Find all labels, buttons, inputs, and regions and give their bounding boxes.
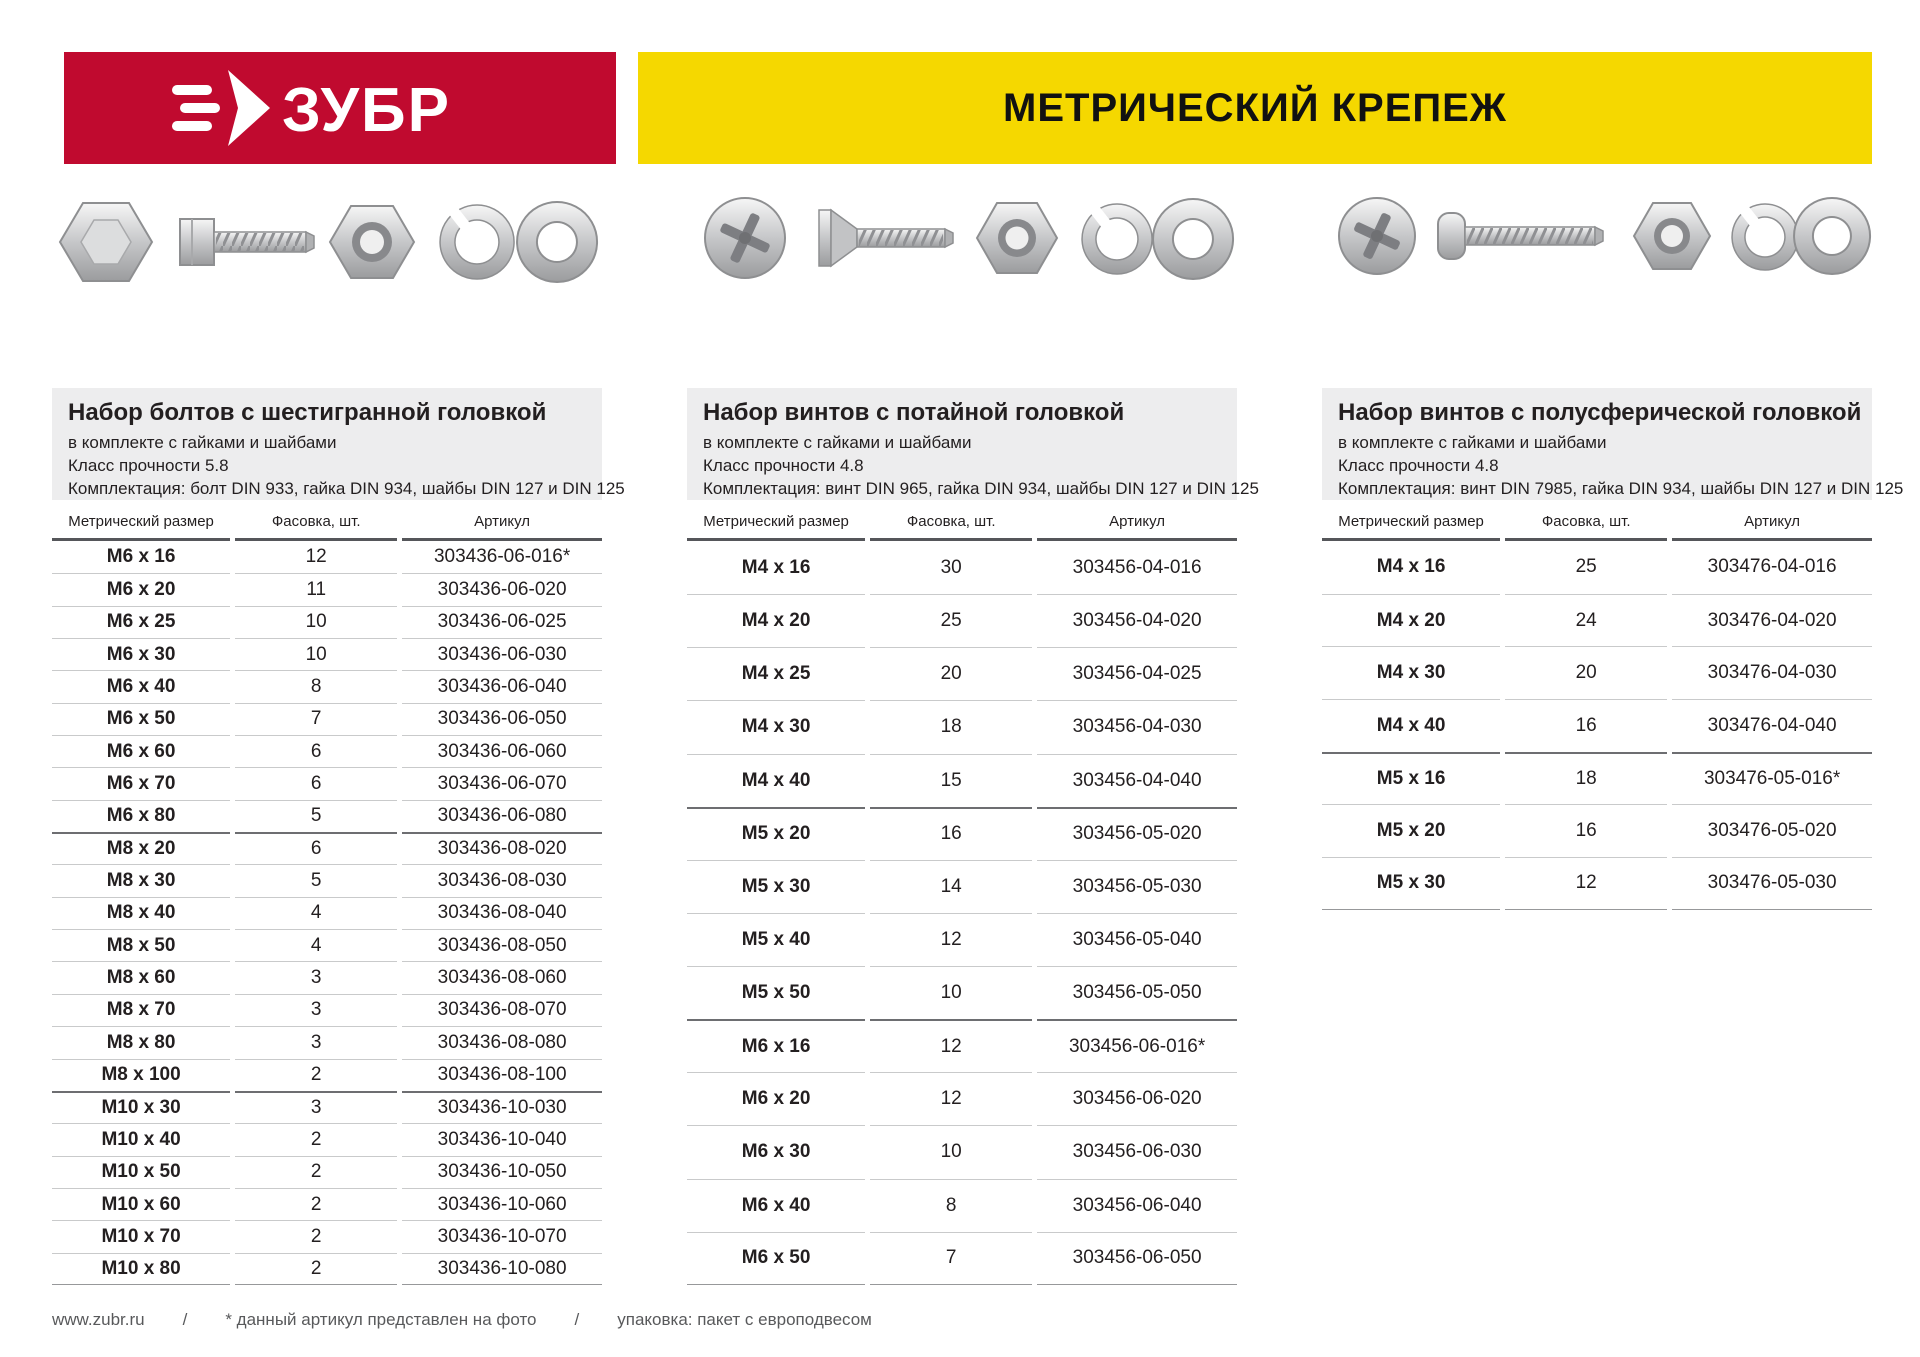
qty-cell: 2 — [235, 1253, 397, 1285]
qty-cell: 6 — [235, 767, 397, 799]
sku-cell: 303436-06-030 — [402, 638, 602, 670]
size-cell: М8 х 70 — [52, 994, 230, 1026]
size-cell: М6 х 30 — [687, 1125, 865, 1178]
sku-cell: 303476-04-030 — [1672, 646, 1872, 699]
strength-class: Класс прочности 4.8 — [703, 455, 864, 475]
spring-washer-icon — [440, 205, 514, 279]
sku-cell: 303476-05-016* — [1672, 752, 1872, 805]
column-header: Фасовка, шт. — [235, 505, 397, 541]
sku-cell: 303456-04-025 — [1037, 647, 1237, 700]
packaging-note: упаковка: пакет с европодвесом — [617, 1310, 872, 1329]
qty-cell: 16 — [1505, 699, 1667, 752]
qty-cell: 5 — [235, 864, 397, 896]
sku-cell: 303436-06-020 — [402, 573, 602, 605]
sku-cell: 303476-05-020 — [1672, 804, 1872, 857]
flat-washer-icon — [1153, 199, 1233, 279]
size-group — [687, 807, 1237, 1020]
products-table — [52, 505, 602, 1285]
table-row — [1322, 541, 1872, 594]
sku-cell: 303456-04-016 — [1072, 556, 1202, 578]
pan-head-screw-side-icon — [1438, 213, 1603, 259]
table-row — [1322, 857, 1872, 910]
size-cell: М4 х 16 — [1376, 556, 1446, 578]
table-row — [52, 638, 602, 670]
product-photo-hex-bolt-set — [52, 186, 602, 298]
size-cell: М8 х 80 — [52, 1026, 230, 1058]
hex-nut-icon — [977, 203, 1057, 273]
sku-cell: 303436-10-060 — [402, 1188, 602, 1220]
sku-cell: 303436-10-030 — [402, 1091, 602, 1123]
table-row — [52, 1026, 602, 1058]
product-photo-countersunk-screw-set — [687, 186, 1237, 298]
qty-cell: 4 — [235, 897, 397, 929]
size-cell: М6 х 20 — [52, 573, 230, 605]
qty-cell: 10 — [870, 1125, 1032, 1178]
qty-cell: 10 — [870, 966, 1032, 1019]
table-row — [52, 573, 602, 605]
size-group — [1322, 752, 1872, 910]
size-group — [687, 541, 1237, 807]
qty-cell: 8 — [870, 1179, 1032, 1232]
size-cell: М4 х 16 — [741, 556, 811, 578]
qty-cell: 30 — [940, 556, 962, 578]
table-row — [52, 1091, 602, 1123]
size-cell: М6 х 50 — [687, 1232, 865, 1285]
size-cell: М8 х 50 — [52, 929, 230, 961]
sku-cell: 303456-05-050 — [1037, 966, 1237, 1019]
size-cell: М5 х 30 — [687, 860, 865, 913]
sku-cell: 303456-04-030 — [1037, 700, 1237, 753]
sku-cell: 303476-04-040 — [1672, 699, 1872, 752]
table-row — [52, 670, 602, 702]
size-cell: М8 х 100 — [52, 1059, 230, 1091]
strength-class: Класс прочности 4.8 — [1338, 455, 1499, 475]
qty-cell: 10 — [235, 638, 397, 670]
qty-cell: 2 — [235, 1156, 397, 1188]
size-cell: М10 х 70 — [52, 1220, 230, 1252]
page-footer — [52, 1310, 872, 1330]
size-cell: М8 х 20 — [52, 832, 230, 864]
table-row — [52, 1059, 602, 1091]
size-cell: М4 х 30 — [687, 700, 865, 753]
size-group — [687, 1019, 1237, 1285]
size-cell: М8 х 40 — [52, 897, 230, 929]
product-info-box — [1322, 388, 1904, 500]
sku-cell: 303436-06-060 — [402, 735, 602, 767]
qty-cell: 6 — [235, 735, 397, 767]
table-row — [687, 913, 1237, 966]
table-row — [52, 1156, 602, 1188]
qty-cell: 7 — [870, 1232, 1032, 1285]
column-header: Фасовка, шт. — [870, 505, 1032, 541]
footer-separator: / — [574, 1310, 580, 1329]
table-row — [52, 994, 602, 1026]
sku-cell: 303456-05-030 — [1037, 860, 1237, 913]
sku-cell: 303436-08-020 — [402, 832, 602, 864]
table-row — [687, 1232, 1237, 1285]
qty-cell: 12 — [1505, 857, 1667, 910]
sku-cell: 303436-10-050 — [402, 1156, 602, 1188]
sku-cell: 303456-04-020 — [1037, 594, 1237, 647]
size-cell: М8 х 60 — [52, 961, 230, 993]
countersunk-screw-head-icon — [705, 198, 785, 278]
countersunk-screw-side-icon — [819, 210, 953, 266]
size-cell: М10 х 60 — [52, 1188, 230, 1220]
footer-separator: / — [182, 1310, 188, 1329]
size-cell: М5 х 30 — [1322, 857, 1500, 910]
sku-cell: 303456-05-040 — [1037, 913, 1237, 966]
qty-cell: 12 — [870, 1072, 1032, 1125]
sku-cell: 303436-06-070 — [402, 767, 602, 799]
size-cell: М10 х 80 — [52, 1253, 230, 1285]
size-cell: М4 х 25 — [687, 647, 865, 700]
product-subtitle: в комплекте с гайками и шайбами — [1338, 433, 1607, 452]
size-cell: М5 х 40 — [687, 913, 865, 966]
qty-cell: 4 — [235, 929, 397, 961]
size-cell: М4 х 40 — [687, 754, 865, 807]
sku-cell: 303436-10-080 — [402, 1253, 602, 1285]
table-row — [687, 541, 1237, 594]
table-row — [687, 647, 1237, 700]
section-pan-head-screws — [1322, 0, 1904, 1357]
size-cell: М6 х 80 — [52, 800, 230, 832]
table-row — [52, 832, 602, 864]
column-header: Артикул — [1672, 505, 1872, 541]
column-header: Метрический размер — [687, 505, 865, 541]
size-cell: М6 х 50 — [52, 703, 230, 735]
size-cell: М5 х 16 — [1322, 752, 1500, 805]
sku-cell: 303456-06-030 — [1037, 1125, 1237, 1178]
sku-cell: 303436-06-050 — [402, 703, 602, 735]
sku-cell: 303436-06-016* — [433, 546, 571, 568]
table-row — [52, 1123, 602, 1155]
product-title: Набор болтов с шестигранной головкой — [68, 399, 547, 426]
photo-note: * данный артикул представлен на фото — [225, 1310, 537, 1329]
qty-cell: 3 — [235, 961, 397, 993]
size-cell: М5 х 20 — [1322, 804, 1500, 857]
column-header: Метрический размер — [1322, 505, 1500, 541]
size-cell: М4 х 20 — [1322, 594, 1500, 647]
kit-contents: Комплектация: винт DIN 965, гайка DIN 934, шайбы DIN 127 и DIN 125 — [703, 478, 1259, 498]
sku-cell: 303436-08-030 — [402, 864, 602, 896]
size-cell: М6 х 30 — [52, 638, 230, 670]
table-row — [52, 929, 602, 961]
table-header-row — [52, 505, 602, 541]
website-url: www.zubr.ru — [52, 1310, 145, 1329]
size-cell: М6 х 40 — [687, 1179, 865, 1232]
size-cell: М6 х 20 — [687, 1072, 865, 1125]
qty-cell: 25 — [1575, 556, 1597, 578]
qty-cell: 11 — [235, 573, 397, 605]
size-cell: М6 х 40 — [52, 670, 230, 702]
size-cell: М4 х 30 — [1322, 646, 1500, 699]
table-row — [687, 1072, 1237, 1125]
spring-washer-icon — [1082, 204, 1152, 274]
qty-cell: 16 — [870, 807, 1032, 860]
sku-cell: 303436-08-060 — [402, 961, 602, 993]
size-cell: М10 х 40 — [52, 1123, 230, 1155]
sku-cell: 303476-04-020 — [1672, 594, 1872, 647]
size-group — [1322, 541, 1872, 752]
size-cell: М4 х 40 — [1322, 699, 1500, 752]
table-row — [52, 703, 602, 735]
table-row — [52, 541, 602, 573]
table-row — [52, 961, 602, 993]
size-cell: М5 х 50 — [687, 966, 865, 1019]
size-cell: М8 х 30 — [52, 864, 230, 896]
qty-cell: 12 — [870, 913, 1032, 966]
table-row — [687, 1125, 1237, 1178]
table-row — [52, 897, 602, 929]
column-header: Артикул — [1037, 505, 1237, 541]
qty-cell: 5 — [235, 800, 397, 832]
sku-cell: 303436-06-080 — [402, 800, 602, 832]
hex-nut-icon — [330, 206, 414, 278]
sku-cell: 303436-08-050 — [402, 929, 602, 961]
sku-cell: 303456-06-020 — [1037, 1072, 1237, 1125]
size-cell: М4 х 20 — [687, 594, 865, 647]
size-cell: М6 х 16 — [106, 546, 176, 568]
strength-class: Класс прочности 5.8 — [68, 455, 229, 475]
product-title: Набор винтов с полусферической головкой — [1338, 399, 1862, 426]
table-row — [1322, 594, 1872, 647]
qty-cell: 12 — [305, 546, 327, 568]
qty-cell: 3 — [235, 994, 397, 1026]
spring-washer-icon — [1732, 203, 1798, 270]
sku-cell: 303476-05-030 — [1672, 857, 1872, 910]
table-row — [687, 1179, 1237, 1232]
table-row — [52, 1220, 602, 1252]
sku-cell: 303436-06-025 — [402, 606, 602, 638]
table-row — [1322, 804, 1872, 857]
sku-cell: 303456-05-020 — [1037, 807, 1237, 860]
size-cell: М6 х 16 — [687, 1019, 865, 1072]
product-subtitle: в комплекте с гайками и шайбами — [703, 433, 972, 452]
qty-cell: 2 — [235, 1059, 397, 1091]
table-row — [52, 767, 602, 799]
product-info-box — [687, 388, 1259, 500]
qty-cell: 24 — [1505, 594, 1667, 647]
qty-cell: 18 — [870, 700, 1032, 753]
column-header: Метрический размер — [52, 505, 230, 541]
hex-bolt-head-icon — [60, 203, 152, 281]
table-row — [52, 1188, 602, 1220]
qty-cell: 2 — [235, 1188, 397, 1220]
flat-washer-icon — [1794, 198, 1870, 274]
sku-cell: 303456-06-040 — [1037, 1179, 1237, 1232]
size-group — [52, 541, 602, 832]
table-row — [687, 754, 1237, 807]
table-row — [687, 807, 1237, 860]
qty-cell: 20 — [870, 647, 1032, 700]
product-info-box — [52, 388, 625, 500]
qty-cell: 10 — [235, 606, 397, 638]
qty-cell: 8 — [235, 670, 397, 702]
qty-cell: 3 — [235, 1026, 397, 1058]
qty-cell: 7 — [235, 703, 397, 735]
product-photo-pan-head-screw-set — [1322, 186, 1872, 298]
table-row — [52, 800, 602, 832]
kit-contents: Комплектация: винт DIN 7985, гайка DIN 934, шайбы DIN 127 и DIN 125 — [1338, 478, 1904, 498]
table-row — [687, 966, 1237, 1019]
size-group — [52, 832, 602, 1091]
sku-cell: 303456-06-016* — [1037, 1019, 1237, 1072]
size-cell: М10 х 30 — [52, 1091, 230, 1123]
sku-cell: 303436-08-040 — [402, 897, 602, 929]
sku-cell: 303476-04-016 — [1707, 556, 1837, 578]
size-cell: М6 х 70 — [52, 767, 230, 799]
table-header-row — [687, 505, 1237, 541]
column-header: Артикул — [402, 505, 602, 541]
qty-cell: 16 — [1505, 804, 1667, 857]
qty-cell: 6 — [235, 832, 397, 864]
kit-contents: Комплектация: болт DIN 933, гайка DIN 934, шайбы DIN 127 и DIN 125 — [68, 478, 625, 498]
brand-text: ЗУБР — [282, 76, 451, 145]
table-header-row — [1322, 505, 1872, 541]
section-hex-bolts — [52, 0, 625, 1357]
qty-cell: 18 — [1505, 752, 1667, 805]
qty-cell: 20 — [1505, 646, 1667, 699]
table-row — [1322, 646, 1872, 699]
size-cell: М6 х 60 — [52, 735, 230, 767]
product-title: Набор винтов с потайной головкой — [703, 399, 1125, 426]
flat-washer-icon — [517, 202, 597, 282]
qty-cell: 3 — [235, 1091, 397, 1123]
sku-cell: 303456-04-040 — [1037, 754, 1237, 807]
pan-head-screw-top-icon — [1339, 198, 1415, 274]
table-row — [52, 1253, 602, 1285]
qty-cell: 14 — [870, 860, 1032, 913]
table-row — [52, 735, 602, 767]
hex-bolt-side-icon — [180, 219, 314, 265]
size-cell: М6 х 25 — [52, 606, 230, 638]
table-row — [687, 860, 1237, 913]
products-table — [687, 505, 1237, 1285]
size-cell: М5 х 20 — [687, 807, 865, 860]
hex-nut-icon — [1634, 203, 1710, 269]
product-subtitle: в комплекте с гайками и шайбами — [68, 433, 337, 452]
sku-cell: 303436-08-100 — [402, 1059, 602, 1091]
sku-cell: 303436-10-040 — [402, 1123, 602, 1155]
column-header: Фасовка, шт. — [1505, 505, 1667, 541]
table-row — [1322, 699, 1872, 752]
sku-cell: 303456-06-050 — [1037, 1232, 1237, 1285]
size-group — [52, 1091, 602, 1285]
qty-cell: 25 — [870, 594, 1032, 647]
sku-cell: 303436-06-040 — [402, 670, 602, 702]
qty-cell: 12 — [870, 1019, 1032, 1072]
size-cell: М10 х 50 — [52, 1156, 230, 1188]
table-row — [687, 700, 1237, 753]
table-row — [687, 1019, 1237, 1072]
table-row — [52, 864, 602, 896]
products-table — [1322, 505, 1872, 910]
qty-cell: 2 — [235, 1220, 397, 1252]
table-row — [1322, 752, 1872, 805]
sku-cell: 303436-08-070 — [402, 994, 602, 1026]
table-row — [52, 606, 602, 638]
sku-cell: 303436-08-080 — [402, 1026, 602, 1058]
sku-cell: 303436-10-070 — [402, 1220, 602, 1252]
page-title: МЕТРИЧЕСКИЙ КРЕПЕЖ — [1003, 85, 1507, 130]
qty-cell: 2 — [235, 1123, 397, 1155]
qty-cell: 15 — [870, 754, 1032, 807]
table-row — [687, 594, 1237, 647]
